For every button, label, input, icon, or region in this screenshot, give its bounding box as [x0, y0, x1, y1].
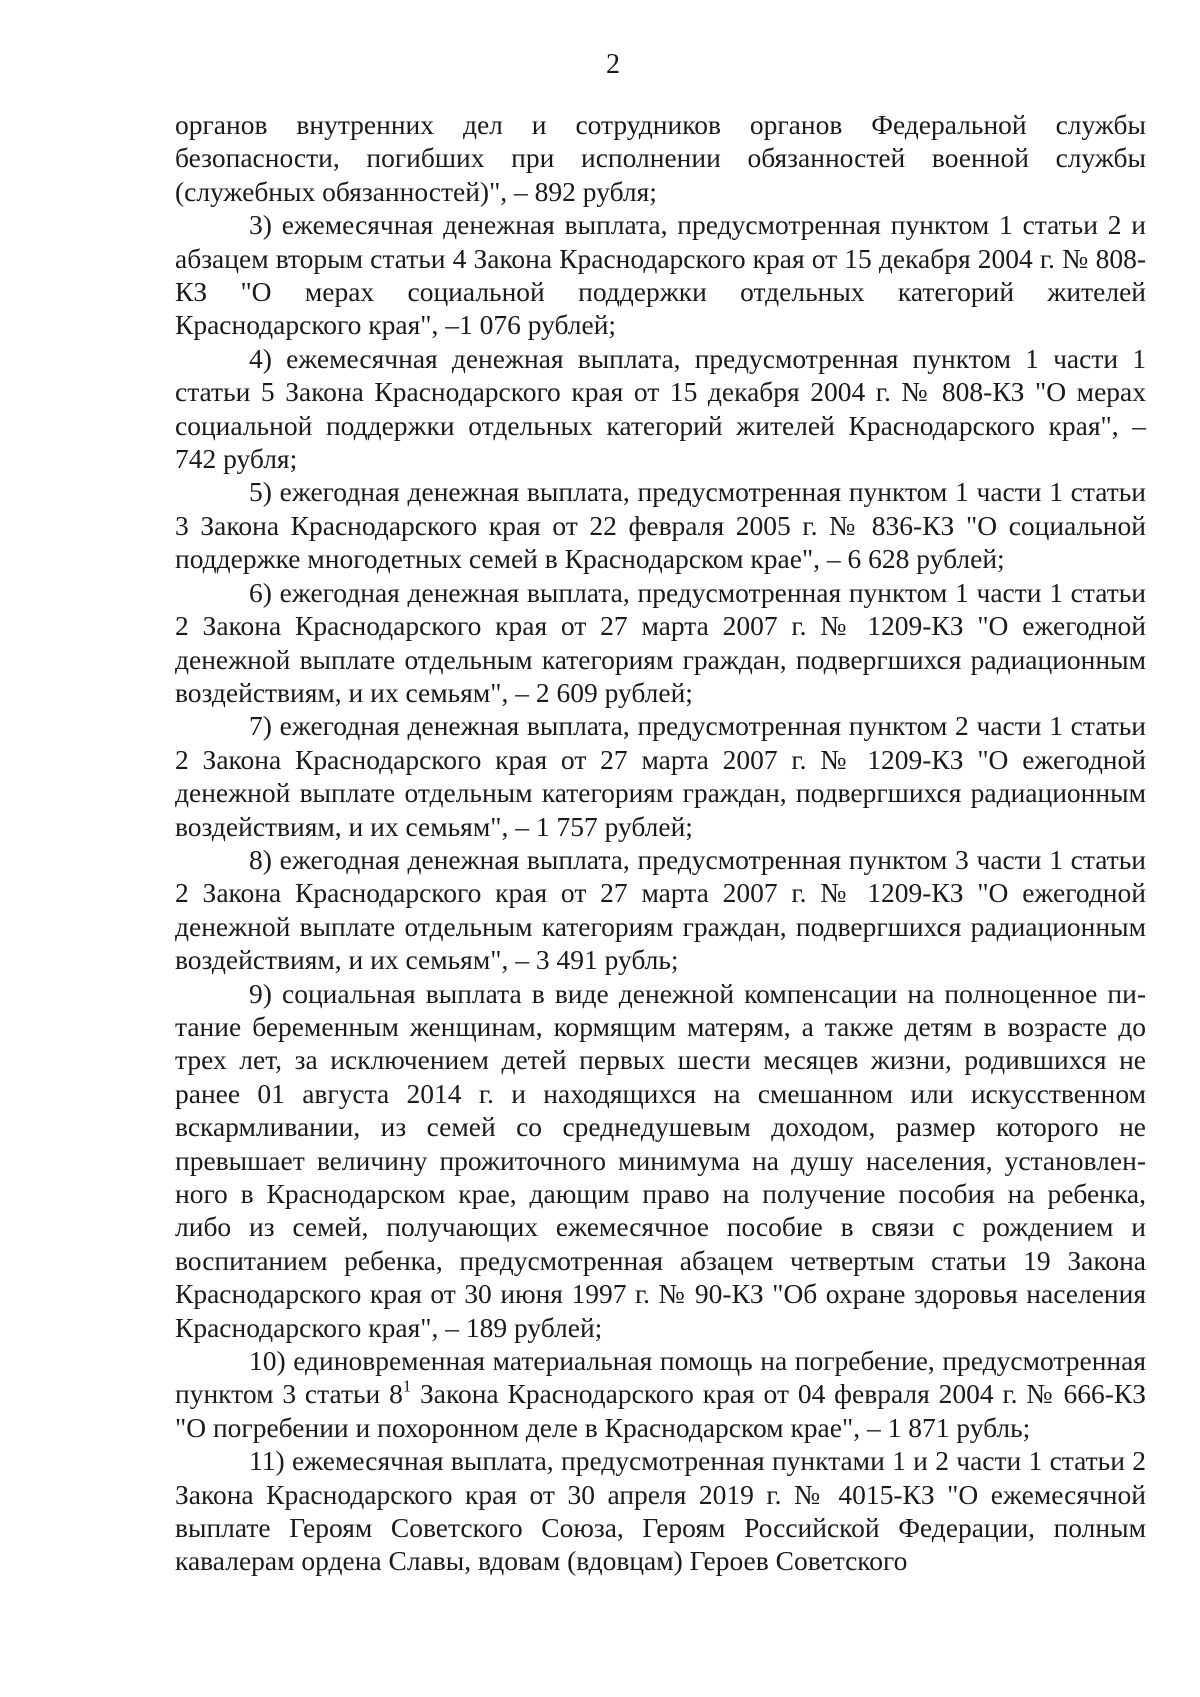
paragraph-continuation: органов внутренних дел и сотрудников органов Федеральной службы безопасности, погибших при исполнении обязанностей военной службы (служебных обязанностей)", – 892 рубля; [175, 109, 1146, 207]
page-number: 2 [606, 49, 620, 80]
paragraph-item-10-text-start: 10) единовременная материальная помощь на погребение, предусмотренная пунктом 3 статьи 8 [175, 1345, 1146, 1410]
document-body [175, 108, 1146, 1578]
paragraph-item-10 [175, 1344, 1146, 1444]
paragraph-item-11: 11) ежемесячная выплата, предусмотренная пунктами 1 и 2 части 1 статьи 2 Закона Краснодарского края от 30 апреля 2019 г. № 4015-КЗ "О ежемесячной выплате Героям Советского Союза, Героям Российской Федерации, полным кавалерам ордена Славы, вдовам (вдовцам) Героев Советского [175, 1445, 1146, 1577]
paragraph-item-6: 6) ежегодная денежная выплата, предусмотренная пунктом 1 части 1 статьи 2 Закона Краснодарского края от 27 марта 2007 г. № 1209-КЗ "О ежегодной денежной выплате отдельным категориям граждан, подвергшихся радиационным воздействиям, и их семьям", – 2 609 рублей; [175, 576, 1146, 708]
paragraph-item-9: 9) социальная выплата в виде денежной компенсации на полноценное питание беременным женщинам, кормящим матерям, а также детям в возрасте до трех лет, за исключением детей первых шести месяцев жизни, родившихся не ранее 01 августа 2014 г. и находящихся на смешанном или искусственном вскармливании, из семей со среднедушевым доходом, размер которого не превышает величину прожиточного минимума на душу населения, установленного в Краснодарском крае, дающим право на получение пособия на ребенка, либо из семей, получающих ежемесячное пособие в связи с рождением и воспитанием ребенка, предусмотренная абзацем четвертым статьи 19 Закона Краснодарского края от 30 июня 1997 г. № 90-КЗ "Об охране здоровья населения Краснодарского края", – 189 рублей; [175, 977, 1146, 1343]
paragraph-item-5: 5) ежегодная денежная выплата, предусмотренная пунктом 1 части 1 статьи 3 Закона Краснодарского края от 22 февраля 2005 г. № 836-КЗ "О социальной поддержке многодетных семей в Краснодарском крае", – 6 628 рублей; [175, 476, 1146, 575]
paragraph-item-4: 4) ежемесячная денежная выплата, предусмотренная пунктом 1 части 1 статьи 5 Закона Краснодарского края от 15 декабря 2004 г. № 808-КЗ "О мерах социальной поддержки отдельных категорий жителей Краснодарского края", – 742 рубля; [175, 342, 1146, 475]
paragraph-item-3: 3) ежемесячная денежная выплата, предусмотренная пунктом 1 статьи 2 и абзацем вторым статьи 4 Закона Краснодарского края от 15 декабря 2004 г. № 808-КЗ "О мерах социальной поддержки отдельных категорий жителей Краснодарского края", –1 076 рублей; [175, 209, 1146, 341]
paragraph-item-8: 8) ежегодная денежная выплата, предусмотренная пунктом 3 части 1 статьи 2 Закона Краснодарского края от 27 марта 2007 г. № 1209-КЗ "О ежегодной денежной выплате отдельным категориям граждан, подвергшихся радиационным воздействиям, и их семьям", – 3 491 рубль; [175, 843, 1146, 976]
paragraph-item-10-text-end: Закона Краснодарского края от 04 февраля 2004 г. № 666-КЗ "О погребении и похоронном деле в Краснодарском крае", – 1 871 рубль; [175, 1378, 1147, 1443]
paragraph-item-7: 7) ежегодная денежная выплата, предусмотренная пунктом 2 части 1 статьи 2 Закона Краснодарского края от 27 марта 2007 г. № 1209-КЗ "О ежегодной денежной выплате отдельным категориям граждан, подвергшихся радиационным воздействиям, и их семьям", – 1 757 рублей; [175, 710, 1146, 842]
superscript-marker: 1 [402, 1376, 412, 1396]
